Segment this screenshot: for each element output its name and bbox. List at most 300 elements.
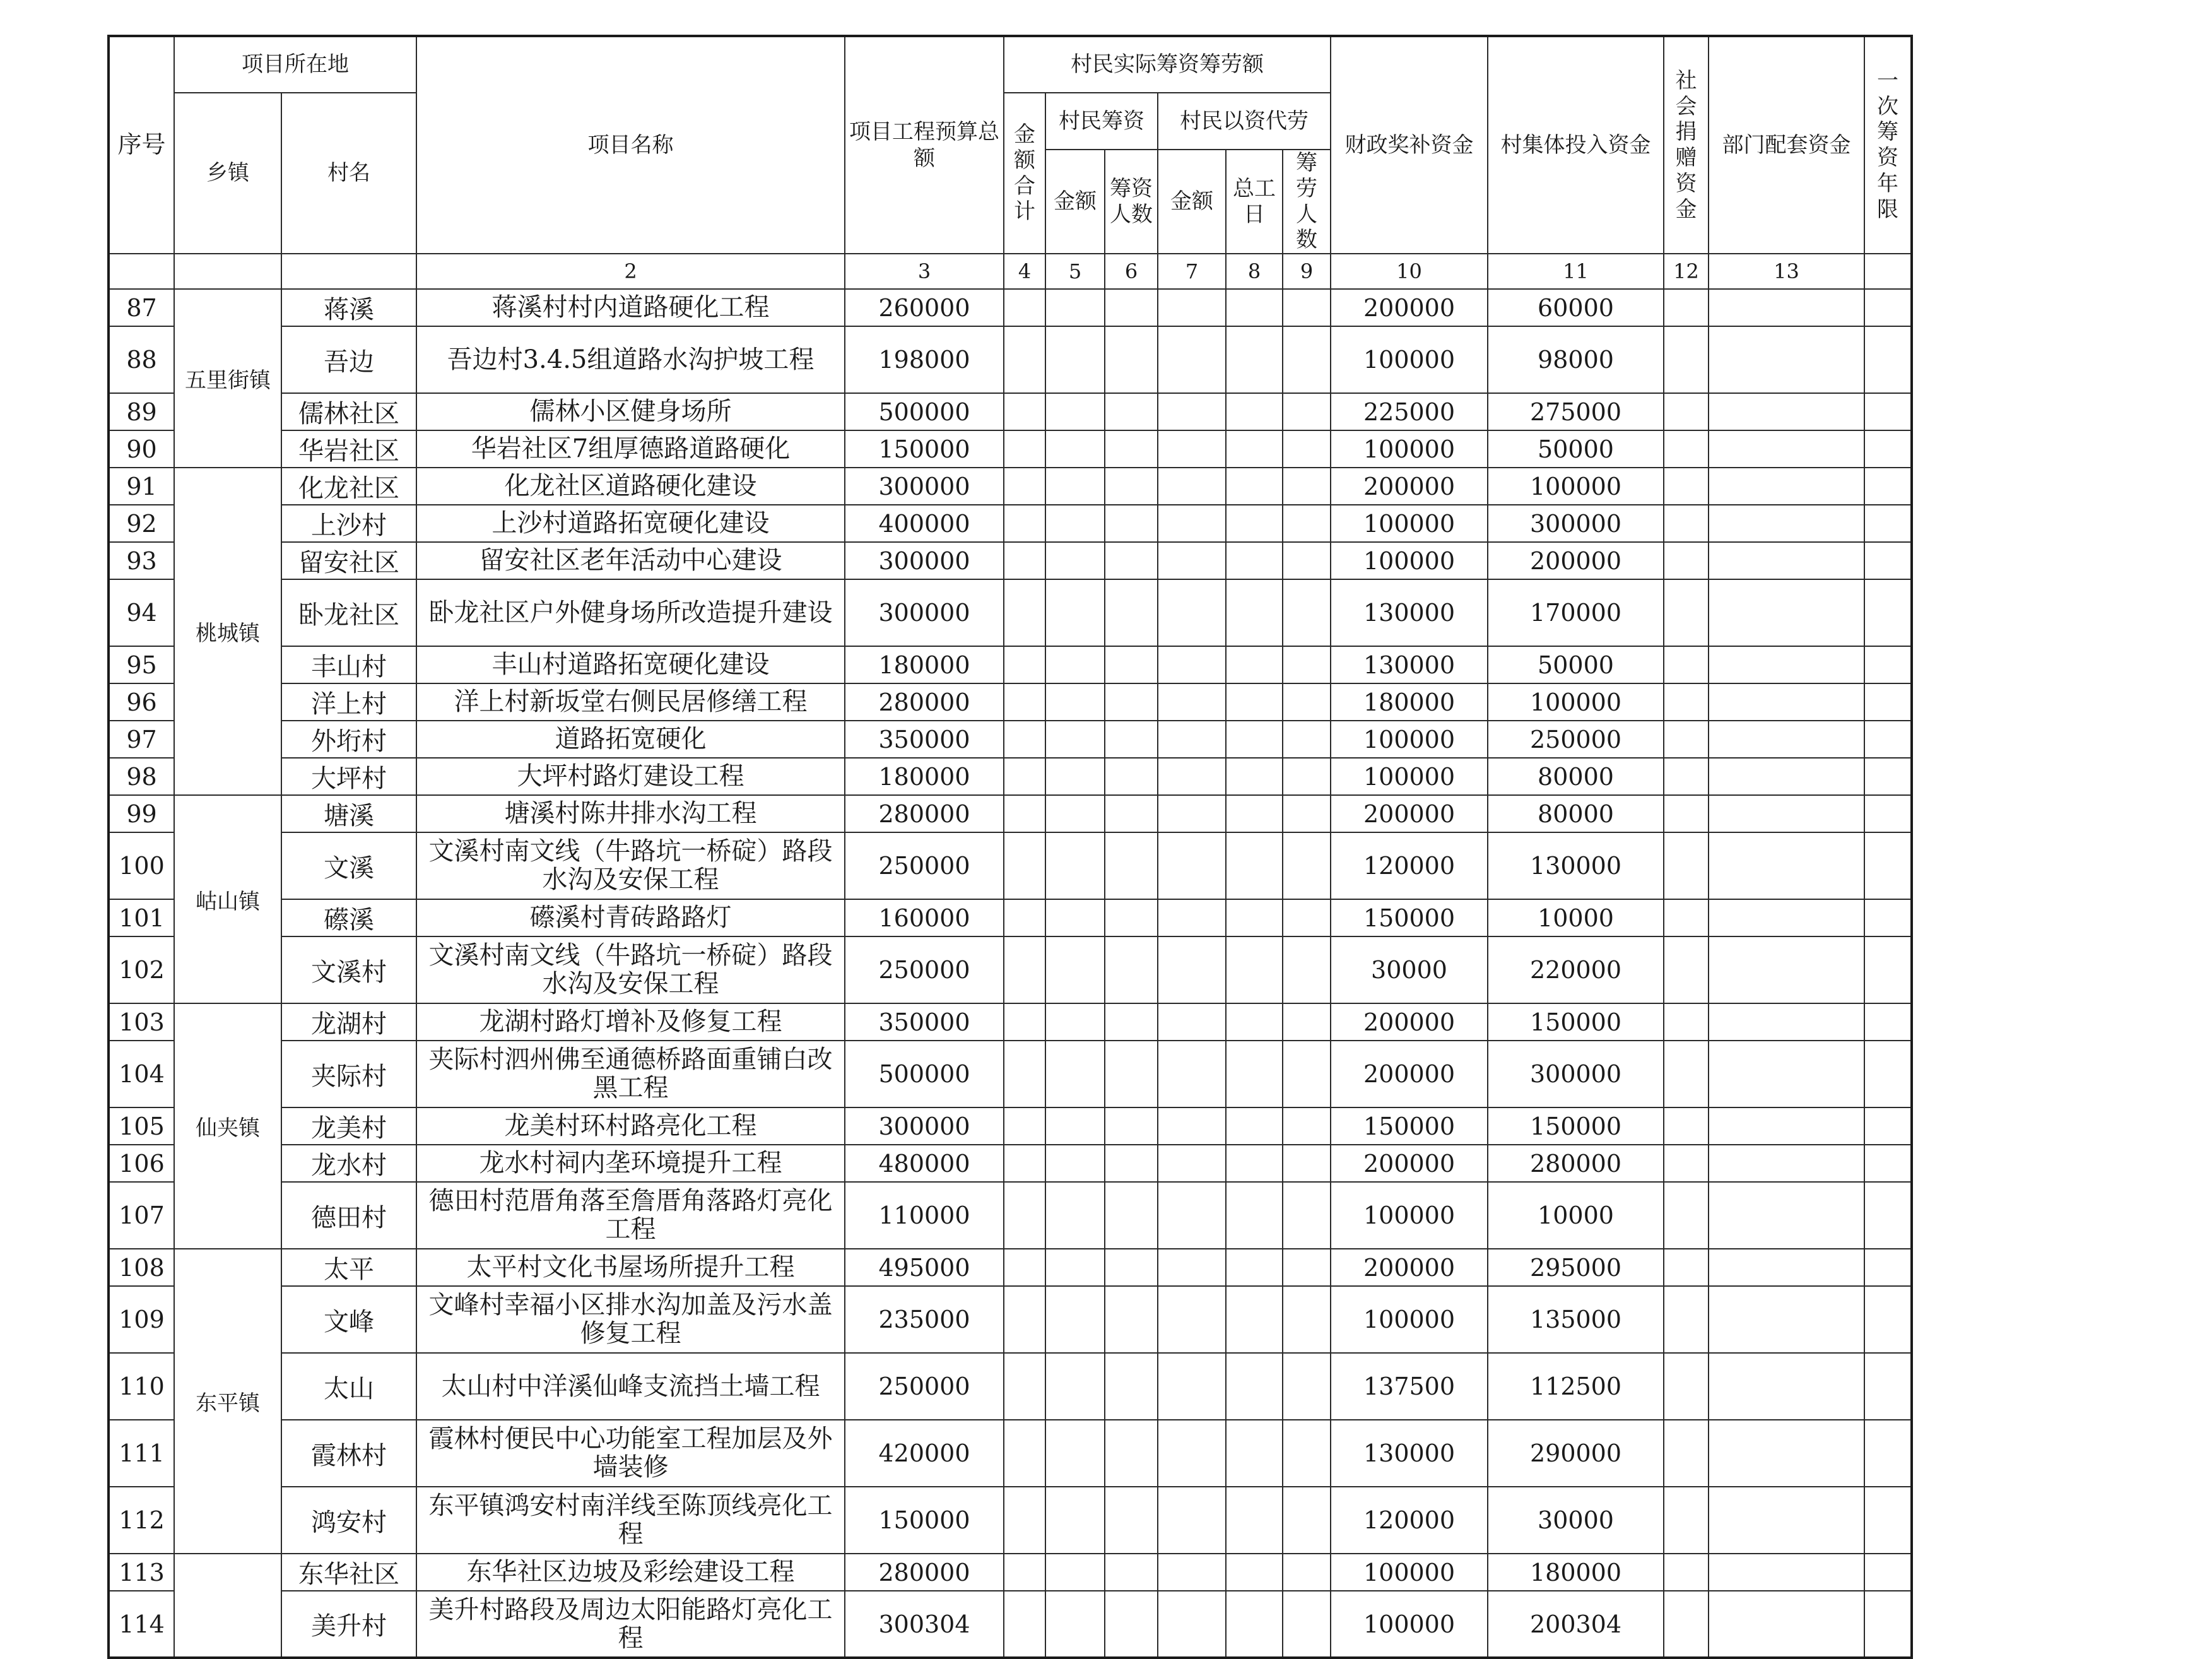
empty-cell <box>1105 505 1158 542</box>
empty-cell <box>1226 1353 1283 1420</box>
row-project-name: 儒林小区健身场所 <box>416 393 845 430</box>
empty-cell <box>1864 1145 1912 1182</box>
header-years: 一次筹资年限 <box>1864 36 1912 254</box>
row-project-name: 丰山村道路拓宽硬化建设 <box>416 646 845 683</box>
empty-cell <box>1226 1041 1283 1107</box>
row-fiscal: 100000 <box>1331 758 1488 795</box>
row-fiscal: 200000 <box>1331 795 1488 832</box>
row-seq: 114 <box>109 1591 174 1658</box>
empty-cell <box>1864 721 1912 758</box>
empty-cell <box>1004 393 1045 430</box>
empty-cell <box>1864 1420 1912 1487</box>
row-village: 留安社区 <box>281 542 416 579</box>
empty-cell <box>1226 542 1283 579</box>
empty-cell <box>1105 1041 1158 1107</box>
table-row <box>109 1249 1912 1286</box>
row-collective: 80000 <box>1488 795 1664 832</box>
row-project-name: 吾边村3.4.5组道路水沟护坡工程 <box>416 326 845 393</box>
empty-cell <box>1864 1107 1912 1145</box>
row-budget: 110000 <box>845 1182 1004 1249</box>
row-seq: 101 <box>109 899 174 936</box>
row-budget: 500000 <box>845 1041 1004 1107</box>
row-collective: 290000 <box>1488 1420 1664 1487</box>
empty-cell <box>1158 1107 1226 1145</box>
empty-cell <box>1283 468 1331 505</box>
empty-cell <box>1226 326 1283 393</box>
row-fiscal: 200000 <box>1331 1145 1488 1182</box>
row-budget: 280000 <box>845 1554 1004 1591</box>
row-seq: 108 <box>109 1249 174 1286</box>
empty-cell <box>1226 899 1283 936</box>
column-number: 4 <box>1004 254 1045 289</box>
empty-cell <box>1158 1003 1226 1041</box>
empty-cell <box>1105 1003 1158 1041</box>
empty-cell <box>1864 1003 1912 1041</box>
column-number <box>174 254 281 289</box>
empty-cell <box>1045 1182 1105 1249</box>
empty-cell <box>1709 326 1864 393</box>
empty-cell <box>1283 430 1331 468</box>
row-village: 礤溪 <box>281 899 416 936</box>
empty-cell <box>1226 795 1283 832</box>
empty-cell <box>1045 936 1105 1003</box>
empty-cell <box>1045 326 1105 393</box>
empty-cell <box>1283 579 1331 646</box>
row-collective: 10000 <box>1488 899 1664 936</box>
empty-cell <box>1864 579 1912 646</box>
column-number: 10 <box>1331 254 1488 289</box>
row-budget: 160000 <box>845 899 1004 936</box>
column-number: 6 <box>1105 254 1158 289</box>
empty-cell <box>1158 505 1226 542</box>
empty-cell <box>1004 721 1045 758</box>
header-labor-days: 总工日 <box>1226 150 1283 254</box>
empty-cell <box>1664 1145 1709 1182</box>
row-budget: 235000 <box>845 1286 1004 1353</box>
empty-cell <box>1864 542 1912 579</box>
empty-cell <box>1045 1591 1105 1658</box>
row-collective: 300000 <box>1488 505 1664 542</box>
row-budget: 300000 <box>845 542 1004 579</box>
column-number-row <box>109 254 1912 289</box>
empty-cell <box>1283 721 1331 758</box>
empty-cell <box>1004 936 1045 1003</box>
empty-cell <box>1864 1487 1912 1554</box>
table-row <box>109 468 1912 505</box>
empty-cell <box>1004 1554 1045 1591</box>
column-number: 2 <box>416 254 845 289</box>
empty-cell <box>1226 430 1283 468</box>
empty-cell <box>1105 1420 1158 1487</box>
table-row <box>109 1554 1912 1591</box>
row-budget: 500000 <box>845 393 1004 430</box>
row-project-name: 龙美村环村路亮化工程 <box>416 1107 845 1145</box>
row-fiscal: 200000 <box>1331 1003 1488 1041</box>
empty-cell <box>1004 579 1045 646</box>
empty-cell <box>1226 468 1283 505</box>
empty-cell <box>1709 1554 1864 1591</box>
row-village: 夹际村 <box>281 1041 416 1107</box>
row-collective: 30000 <box>1488 1487 1664 1554</box>
empty-cell <box>1226 936 1283 1003</box>
row-budget: 350000 <box>845 721 1004 758</box>
empty-cell <box>1664 758 1709 795</box>
row-project-name: 龙水村祠内垄环境提升工程 <box>416 1145 845 1182</box>
empty-cell <box>1158 579 1226 646</box>
row-budget: 300000 <box>845 1107 1004 1145</box>
empty-cell <box>1045 1145 1105 1182</box>
column-number: 13 <box>1709 254 1864 289</box>
row-fiscal: 30000 <box>1331 936 1488 1003</box>
empty-cell <box>1045 289 1105 326</box>
empty-cell <box>1105 393 1158 430</box>
empty-cell <box>1864 758 1912 795</box>
empty-cell <box>1158 758 1226 795</box>
empty-cell <box>1105 683 1158 721</box>
row-collective: 150000 <box>1488 1003 1664 1041</box>
header-town: 乡镇 <box>174 93 281 254</box>
row-village: 文溪村 <box>281 936 416 1003</box>
empty-cell <box>1864 1554 1912 1591</box>
row-village: 上沙村 <box>281 505 416 542</box>
empty-cell <box>1864 289 1912 326</box>
empty-cell <box>1709 393 1864 430</box>
empty-cell <box>1004 1286 1045 1353</box>
empty-cell <box>1709 683 1864 721</box>
empty-cell <box>1283 1286 1331 1353</box>
empty-cell <box>1105 1182 1158 1249</box>
empty-cell <box>1664 430 1709 468</box>
empty-cell <box>1709 1003 1864 1041</box>
empty-cell <box>1709 430 1864 468</box>
row-village: 霞林村 <box>281 1420 416 1487</box>
row-fiscal: 130000 <box>1331 646 1488 683</box>
table-row <box>109 326 1912 393</box>
row-budget: 250000 <box>845 936 1004 1003</box>
row-collective: 300000 <box>1488 1041 1664 1107</box>
empty-cell <box>1045 1420 1105 1487</box>
empty-cell <box>1158 1286 1226 1353</box>
empty-cell <box>1004 832 1045 899</box>
empty-cell <box>1105 1286 1158 1353</box>
row-seq: 88 <box>109 326 174 393</box>
table-row <box>109 683 1912 721</box>
empty-cell <box>1664 683 1709 721</box>
empty-cell <box>1045 832 1105 899</box>
row-fiscal: 200000 <box>1331 289 1488 326</box>
row-town: 东平镇 <box>174 1249 281 1554</box>
row-collective: 98000 <box>1488 326 1664 393</box>
row-village: 华岩社区 <box>281 430 416 468</box>
empty-cell <box>1664 468 1709 505</box>
table-row <box>109 899 1912 936</box>
table-row <box>109 1107 1912 1145</box>
row-collective: 275000 <box>1488 393 1664 430</box>
empty-cell <box>1226 505 1283 542</box>
empty-cell <box>1004 1420 1045 1487</box>
table-row <box>109 430 1912 468</box>
row-fiscal: 130000 <box>1331 1420 1488 1487</box>
table-row <box>109 289 1912 326</box>
row-project-name: 文溪村南文线（牛路坑一桥碇）路段水沟及安保工程 <box>416 832 845 899</box>
empty-cell <box>1004 646 1045 683</box>
table-row <box>109 1003 1912 1041</box>
column-number <box>1864 254 1912 289</box>
empty-cell <box>1664 1286 1709 1353</box>
row-seq: 93 <box>109 542 174 579</box>
empty-cell <box>1709 289 1864 326</box>
empty-cell <box>1664 289 1709 326</box>
column-number <box>109 254 174 289</box>
empty-cell <box>1004 289 1045 326</box>
empty-cell <box>1709 1591 1864 1658</box>
row-project-name: 东平镇鸿安村南洋线至陈顶线亮化工程 <box>416 1487 845 1554</box>
empty-cell <box>1158 289 1226 326</box>
row-budget: 480000 <box>845 1145 1004 1182</box>
row-budget: 300000 <box>845 468 1004 505</box>
empty-cell <box>1226 646 1283 683</box>
row-budget: 150000 <box>845 1487 1004 1554</box>
empty-cell <box>1105 1554 1158 1591</box>
row-village: 大坪村 <box>281 758 416 795</box>
empty-cell <box>1664 1554 1709 1591</box>
row-village: 美升村 <box>281 1591 416 1658</box>
empty-cell <box>1709 646 1864 683</box>
header-donation: 社会捐赠资金 <box>1664 36 1709 254</box>
row-fiscal: 150000 <box>1331 899 1488 936</box>
row-village: 蒋溪 <box>281 289 416 326</box>
empty-cell <box>1004 542 1045 579</box>
row-project-name: 道路拓宽硬化 <box>416 721 845 758</box>
row-village: 卧龙社区 <box>281 579 416 646</box>
row-seq: 96 <box>109 683 174 721</box>
row-seq: 91 <box>109 468 174 505</box>
empty-cell <box>1283 1003 1331 1041</box>
empty-cell <box>1045 1249 1105 1286</box>
header-budget: 项目工程预算总额 <box>845 36 1004 254</box>
empty-cell <box>1158 1554 1226 1591</box>
row-project-name: 塘溪村陈井排水沟工程 <box>416 795 845 832</box>
row-collective: 100000 <box>1488 683 1664 721</box>
empty-cell <box>1004 1487 1045 1554</box>
header-labor-for-funds: 村民以资代劳 <box>1158 93 1331 150</box>
empty-cell <box>1709 1145 1864 1182</box>
header-villager-raise: 村民筹资 <box>1045 93 1158 150</box>
row-fiscal: 100000 <box>1331 542 1488 579</box>
table-row <box>109 936 1912 1003</box>
empty-cell <box>1864 936 1912 1003</box>
empty-cell <box>1864 1286 1912 1353</box>
empty-cell <box>1004 1182 1045 1249</box>
empty-cell <box>1864 1182 1912 1249</box>
row-collective: 80000 <box>1488 758 1664 795</box>
row-seq: 109 <box>109 1286 174 1353</box>
empty-cell <box>1226 1591 1283 1658</box>
row-fiscal: 200000 <box>1331 1249 1488 1286</box>
row-budget: 260000 <box>845 289 1004 326</box>
empty-cell <box>1664 721 1709 758</box>
empty-cell <box>1283 758 1331 795</box>
row-collective: 295000 <box>1488 1249 1664 1286</box>
empty-cell <box>1283 1182 1331 1249</box>
row-budget: 198000 <box>845 326 1004 393</box>
column-number: 7 <box>1158 254 1226 289</box>
empty-cell <box>1045 430 1105 468</box>
empty-cell <box>1105 430 1158 468</box>
row-fiscal: 100000 <box>1331 721 1488 758</box>
empty-cell <box>1158 1145 1226 1182</box>
empty-cell <box>1226 579 1283 646</box>
empty-cell <box>1283 289 1331 326</box>
row-fiscal: 137500 <box>1331 1353 1488 1420</box>
empty-cell <box>1045 1286 1105 1353</box>
row-collective: 10000 <box>1488 1182 1664 1249</box>
empty-cell <box>1709 1487 1864 1554</box>
empty-cell <box>1226 1554 1283 1591</box>
row-project-name: 洋上村新坂堂右侧民居修缮工程 <box>416 683 845 721</box>
row-seq: 104 <box>109 1041 174 1107</box>
empty-cell <box>1283 1145 1331 1182</box>
empty-cell <box>1158 430 1226 468</box>
row-village: 丰山村 <box>281 646 416 683</box>
empty-cell <box>1004 505 1045 542</box>
empty-cell <box>1864 430 1912 468</box>
empty-cell <box>1664 1003 1709 1041</box>
column-number: 8 <box>1226 254 1283 289</box>
empty-cell <box>1283 326 1331 393</box>
row-collective: 135000 <box>1488 1286 1664 1353</box>
header-location: 项目所在地 <box>174 36 416 93</box>
row-collective: 220000 <box>1488 936 1664 1003</box>
row-budget: 280000 <box>845 795 1004 832</box>
empty-cell <box>1864 899 1912 936</box>
empty-cell <box>1864 1353 1912 1420</box>
row-seq: 87 <box>109 289 174 326</box>
row-project-name: 化龙社区道路硬化建设 <box>416 468 845 505</box>
empty-cell <box>1105 1107 1158 1145</box>
empty-cell <box>1709 936 1864 1003</box>
row-seq: 113 <box>109 1554 174 1591</box>
empty-cell <box>1105 899 1158 936</box>
empty-cell <box>1105 646 1158 683</box>
row-village: 外垳村 <box>281 721 416 758</box>
row-project-name: 文溪村南文线（牛路坑一桥碇）路段水沟及安保工程 <box>416 936 845 1003</box>
empty-cell <box>1283 1107 1331 1145</box>
row-project-name: 太山村中洋溪仙峰支流挡土墙工程 <box>416 1353 845 1420</box>
row-seq: 94 <box>109 579 174 646</box>
empty-cell <box>1004 1145 1045 1182</box>
empty-cell <box>1283 1554 1331 1591</box>
row-village: 龙水村 <box>281 1145 416 1182</box>
row-village: 塘溪 <box>281 795 416 832</box>
empty-cell <box>1004 683 1045 721</box>
row-village: 德田村 <box>281 1182 416 1249</box>
empty-cell <box>1226 1182 1283 1249</box>
row-village: 化龙社区 <box>281 468 416 505</box>
empty-cell <box>1158 795 1226 832</box>
empty-cell <box>1226 1249 1283 1286</box>
header-raise-amount: 金额 <box>1045 150 1105 254</box>
header-villager-funds: 村民实际筹资筹劳额 <box>1004 36 1331 93</box>
table-row <box>109 795 1912 832</box>
empty-cell <box>1283 1487 1331 1554</box>
row-seq: 90 <box>109 430 174 468</box>
empty-cell <box>1226 1420 1283 1487</box>
row-project-name: 太平村文化书屋场所提升工程 <box>416 1249 845 1286</box>
empty-cell <box>1283 1249 1331 1286</box>
row-collective: 130000 <box>1488 832 1664 899</box>
empty-cell <box>1158 1041 1226 1107</box>
empty-cell <box>1105 289 1158 326</box>
empty-cell <box>1709 1182 1864 1249</box>
header-labor-count: 筹劳人数 <box>1283 150 1331 254</box>
empty-cell <box>1105 721 1158 758</box>
row-village: 吾边 <box>281 326 416 393</box>
row-budget: 350000 <box>845 1003 1004 1041</box>
row-project-name: 德田村范厝角落至詹厝角落路灯亮化工程 <box>416 1182 845 1249</box>
empty-cell <box>1709 1249 1864 1286</box>
empty-cell <box>1158 899 1226 936</box>
empty-cell <box>1004 795 1045 832</box>
empty-cell <box>1158 542 1226 579</box>
row-seq: 112 <box>109 1487 174 1554</box>
empty-cell <box>1864 468 1912 505</box>
table-row <box>109 758 1912 795</box>
column-number: 9 <box>1283 254 1331 289</box>
empty-cell <box>1158 646 1226 683</box>
empty-cell <box>1283 1041 1331 1107</box>
row-village: 龙美村 <box>281 1107 416 1145</box>
row-fiscal: 100000 <box>1331 1554 1488 1591</box>
row-town: 桃城镇 <box>174 468 281 795</box>
row-village: 东华社区 <box>281 1554 416 1591</box>
row-collective: 150000 <box>1488 1107 1664 1145</box>
empty-cell <box>1664 899 1709 936</box>
empty-cell <box>1045 646 1105 683</box>
column-number: 5 <box>1045 254 1105 289</box>
row-village: 太山 <box>281 1353 416 1420</box>
row-collective: 112500 <box>1488 1353 1664 1420</box>
row-collective: 170000 <box>1488 579 1664 646</box>
empty-cell <box>1226 721 1283 758</box>
empty-cell <box>1004 1591 1045 1658</box>
row-seq: 103 <box>109 1003 174 1041</box>
empty-cell <box>1864 683 1912 721</box>
empty-cell <box>1226 1286 1283 1353</box>
column-number: 11 <box>1488 254 1664 289</box>
empty-cell <box>1226 832 1283 899</box>
row-seq: 111 <box>109 1420 174 1487</box>
empty-cell <box>1709 542 1864 579</box>
table-row <box>109 542 1912 579</box>
header-project-name: 项目名称 <box>416 36 845 254</box>
row-project-name: 卧龙社区户外健身场所改造提升建设 <box>416 579 845 646</box>
empty-cell <box>1709 1420 1864 1487</box>
empty-cell <box>1864 1591 1912 1658</box>
row-project-name: 大坪村路灯建设工程 <box>416 758 845 795</box>
empty-cell <box>1709 721 1864 758</box>
row-fiscal: 200000 <box>1331 1041 1488 1107</box>
empty-cell <box>1283 795 1331 832</box>
row-budget: 300304 <box>845 1591 1004 1658</box>
row-town: 五里街镇 <box>174 289 281 468</box>
empty-cell <box>1709 579 1864 646</box>
row-project-name: 华岩社区7组厚德路道路硬化 <box>416 430 845 468</box>
row-fiscal: 120000 <box>1331 1487 1488 1554</box>
empty-cell <box>1105 795 1158 832</box>
row-fiscal: 100000 <box>1331 1286 1488 1353</box>
empty-cell <box>1045 1353 1105 1420</box>
